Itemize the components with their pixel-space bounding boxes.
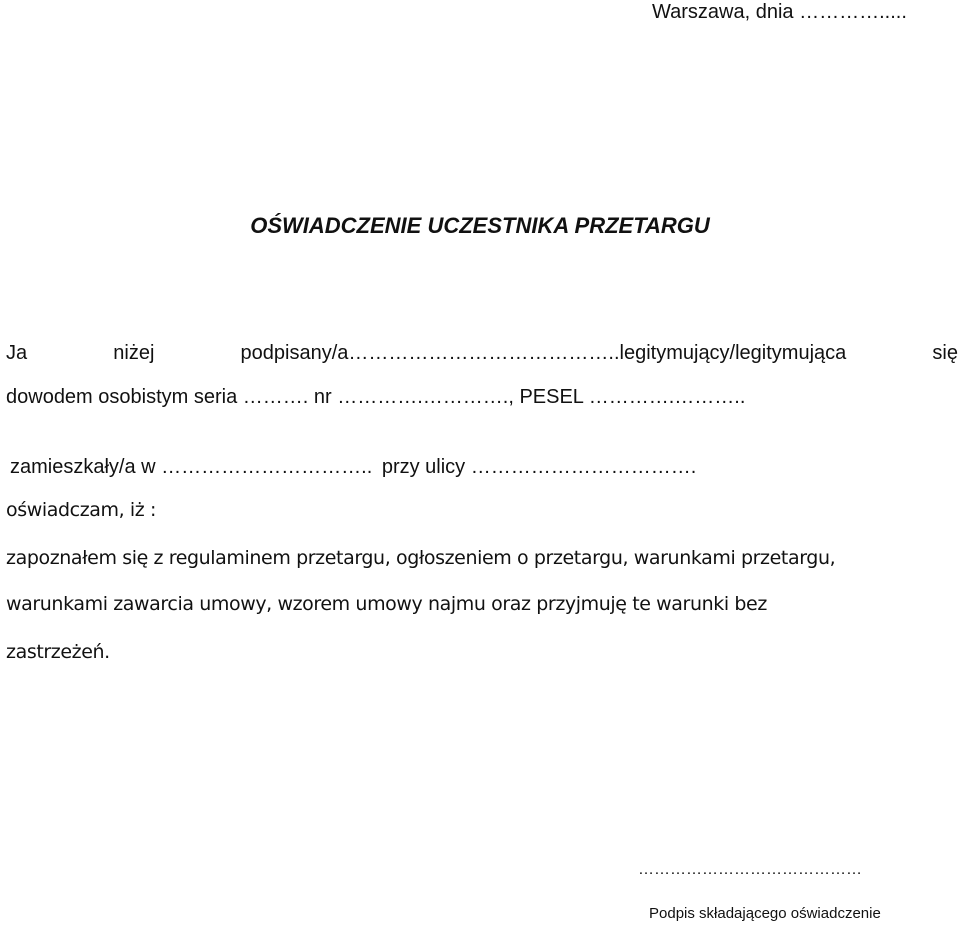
- declaration-line: zapoznałem się z regulaminem przetargu, ogłoszeniem o przetargu, warunkami przetargu,: [6, 547, 836, 569]
- place-and-date: Warszawa, dnia ………….....: [652, 1, 907, 23]
- identity-line-3: [10, 454, 696, 480]
- signature-label: Podpis składającego oświadczenie: [649, 905, 881, 922]
- identity-line-1: [6, 340, 958, 366]
- identity-word: się: [932, 342, 958, 364]
- identity-word: Ja: [6, 342, 28, 364]
- identity-line-2: dowodem osobistym seria ………. nr ………….…………., PESEL ………….………..: [6, 386, 746, 408]
- identity-word: podpisany/a…………………………………..legitymujący/legitymująca: [240, 342, 847, 364]
- document-title: OŚWIADCZENIE UCZESTNIKA PRZETARGU: [250, 213, 710, 238]
- residence-field: zamieszkały/a w …………………………..: [10, 456, 378, 478]
- declaration-line: warunkami zawarcia umowy, wzorem umowy najmu oraz przyjmuję te warunki bez: [6, 593, 767, 615]
- identity-word: niżej: [113, 342, 155, 364]
- street-field: przy ulicy …………………………….: [381, 456, 697, 478]
- declaration-intro: oświadczam, iż :: [6, 499, 156, 521]
- declaration-line: zastrzeżeń.: [6, 641, 110, 663]
- signature-line: ……………………………………: [638, 861, 862, 878]
